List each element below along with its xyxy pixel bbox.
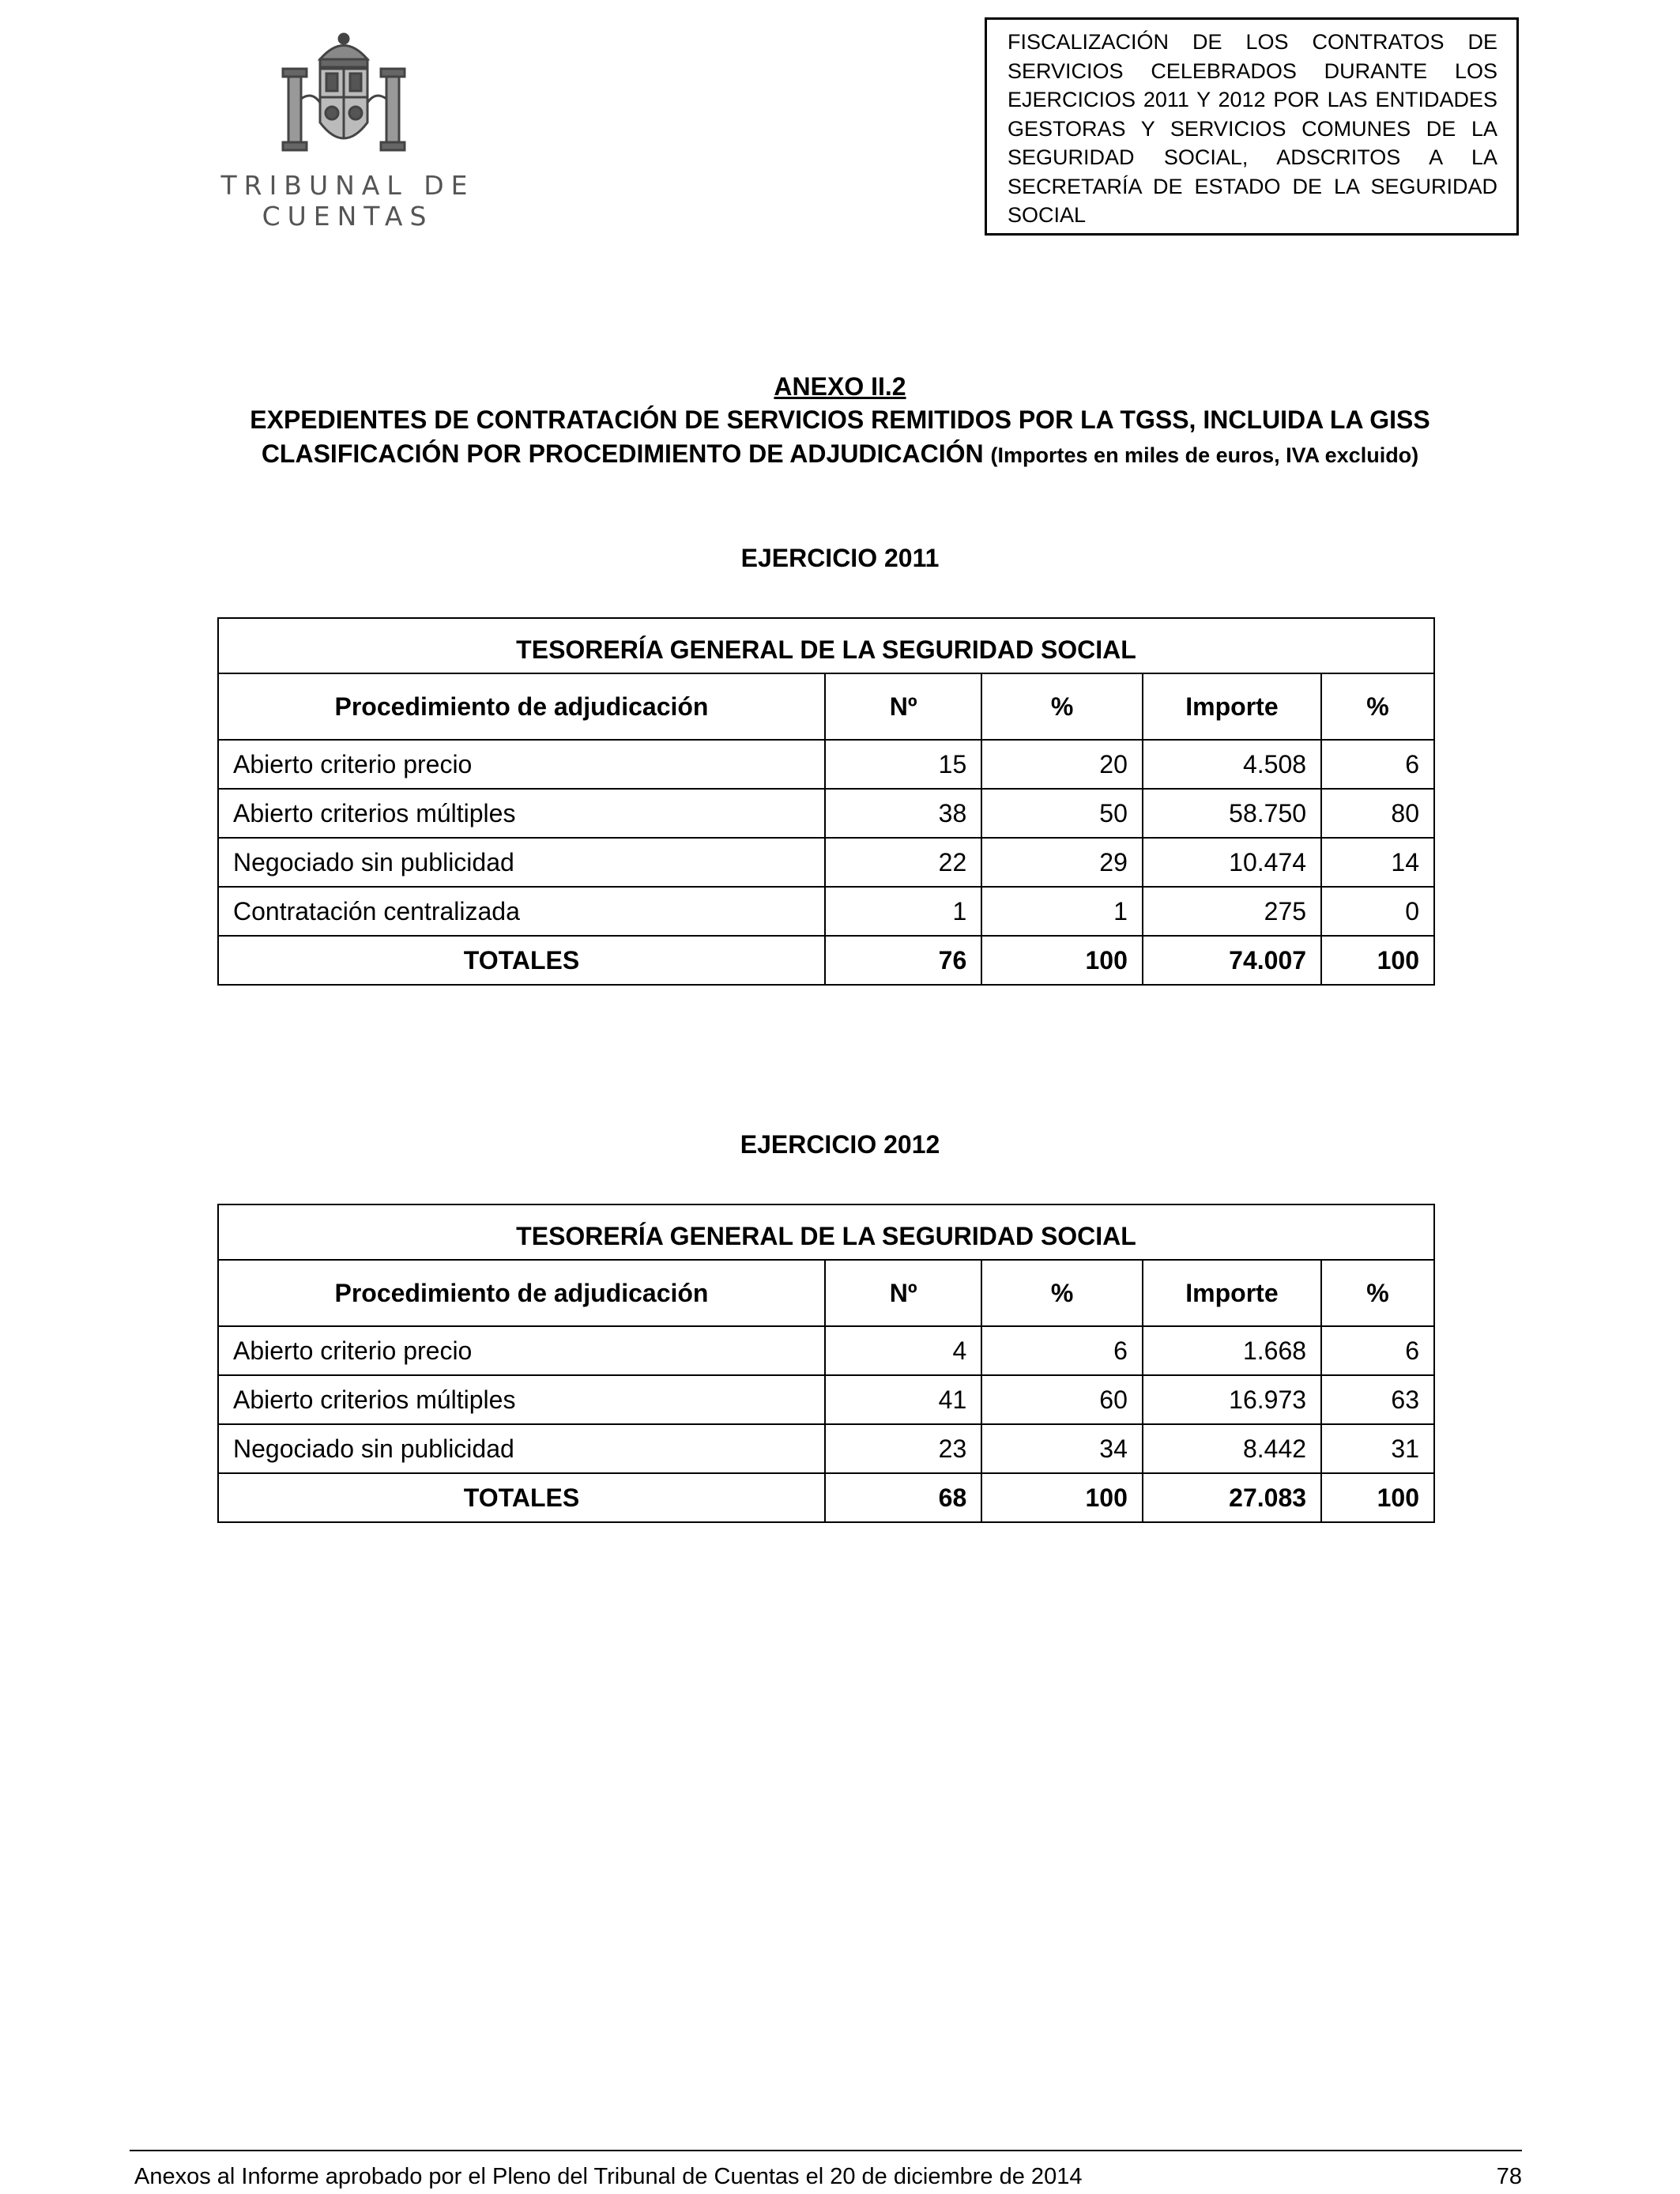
cell-pct2: 63: [1321, 1375, 1434, 1424]
table-2012: [217, 1204, 1435, 1523]
totals-pct2: 100: [1321, 1473, 1434, 1522]
page-number: 78: [1496, 2164, 1522, 2189]
cell-pct: 29: [981, 838, 1143, 887]
cell-amount: 8.442: [1143, 1424, 1321, 1473]
cell-procedure: Abierto criterio precio: [218, 740, 825, 789]
logo-text: TRIBUNAL DE CUENTAS: [220, 170, 475, 232]
entity-row: [218, 618, 1434, 673]
entity-name: TESORERÍA GENERAL DE LA SEGURIDAD SOCIAL: [218, 618, 1434, 673]
cell-pct2: 31: [1321, 1424, 1434, 1473]
column-header-row: [218, 1260, 1434, 1326]
cell-pct: 34: [981, 1424, 1143, 1473]
table-row: [218, 1375, 1434, 1424]
cell-amount: 58.750: [1143, 789, 1321, 838]
annex-title-block: [0, 370, 1680, 473]
report-title-box: FISCALIZACIÓN DE LOS CONTRATOS DE SERVICIOS CELEBRADOS DURANTE LOS EJERCICIOS 2011 Y 2012 POR LAS ENTIDADES GESTORAS Y SERVICIOS COMUNES DE LA SEGURIDAD SOCIAL, ADSCRITOS A LA SECRETARÍA DE ESTADO DE LA SEGURIDAD SOCIAL: [985, 17, 1519, 236]
cell-procedure: Contratación centralizada: [218, 887, 825, 936]
col-number: Nº: [825, 673, 981, 740]
cell-pct2: 14: [1321, 838, 1434, 887]
table-row: [218, 740, 1434, 789]
cell-pct: 50: [981, 789, 1143, 838]
cell-pct2: 6: [1321, 1326, 1434, 1375]
totals-pct2: 100: [1321, 936, 1434, 985]
col-amount: Importe: [1143, 673, 1321, 740]
annex-title-line-1: EXPEDIENTES DE CONTRATACIÓN DE SERVICIOS REMITIDOS POR LA TGSS, INCLUIDA LA GISS: [250, 405, 1430, 434]
cell-pct: 20: [981, 740, 1143, 789]
col-procedure: Procedimiento de adjudicación: [218, 673, 825, 740]
col-pct: %: [981, 1260, 1143, 1326]
col-pct2: %: [1321, 1260, 1434, 1326]
table-row: [218, 789, 1434, 838]
annex-label: ANEXO II.2: [774, 372, 906, 401]
cell-number: 4: [825, 1326, 981, 1375]
cell-procedure: Abierto criterios múltiples: [218, 1375, 825, 1424]
cell-amount: 16.973: [1143, 1375, 1321, 1424]
entity-name: TESORERÍA GENERAL DE LA SEGURIDAD SOCIAL: [218, 1204, 1434, 1260]
table-row: [218, 887, 1434, 936]
totals-row: [218, 936, 1434, 985]
table-row: [218, 1424, 1434, 1473]
column-header-row: [218, 673, 1434, 740]
totals-amount: 27.083: [1143, 1473, 1321, 1522]
footer-divider: [130, 2150, 1522, 2151]
totals-amount: 74.007: [1143, 936, 1321, 985]
cell-number: 22: [825, 838, 981, 887]
cell-pct2: 80: [1321, 789, 1434, 838]
footer-text: Anexos al Informe aprobado por el Pleno del Tribunal de Cuentas el 20 de diciembre de 2014: [134, 2164, 1083, 2189]
totals-row: [218, 1473, 1434, 1522]
col-procedure: Procedimiento de adjudicación: [218, 1260, 825, 1326]
totals-number: 76: [825, 936, 981, 985]
cell-amount: 275: [1143, 887, 1321, 936]
cell-number: 15: [825, 740, 981, 789]
table-row: [218, 838, 1434, 887]
cell-number: 1: [825, 887, 981, 936]
cell-procedure: Negociado sin publicidad: [218, 838, 825, 887]
exercise-2011-heading: EJERCICIO 2011: [740, 544, 940, 572]
cell-amount: 4.508: [1143, 740, 1321, 789]
table-row: [218, 1326, 1434, 1375]
cell-number: 38: [825, 789, 981, 838]
col-amount: Importe: [1143, 1260, 1321, 1326]
annex-title-line-2-main: CLASIFICACIÓN POR PROCEDIMIENTO DE ADJUDICACIÓN: [261, 439, 984, 468]
cell-procedure: Abierto criterio precio: [218, 1326, 825, 1375]
cell-amount: 10.474: [1143, 838, 1321, 887]
entity-row: [218, 1204, 1434, 1260]
annex-title-line-2: [0, 437, 1680, 473]
coat-of-arms-icon: [277, 28, 411, 162]
amounts-note: (Importes en miles de euros, IVA excluido): [990, 443, 1419, 467]
cell-pct: 60: [981, 1375, 1143, 1424]
cell-procedure: Negociado sin publicidad: [218, 1424, 825, 1473]
cell-pct2: 0: [1321, 887, 1434, 936]
cell-number: 23: [825, 1424, 981, 1473]
col-number: Nº: [825, 1260, 981, 1326]
totals-number: 68: [825, 1473, 981, 1522]
col-pct2: %: [1321, 673, 1434, 740]
exercise-2012-heading: EJERCICIO 2012: [740, 1130, 940, 1159]
cell-procedure: Abierto criterios múltiples: [218, 789, 825, 838]
totals-pct: 100: [981, 936, 1143, 985]
totals-label: TOTALES: [218, 936, 825, 985]
cell-pct: 6: [981, 1326, 1143, 1375]
cell-pct2: 6: [1321, 740, 1434, 789]
totals-pct: 100: [981, 1473, 1143, 1522]
cell-number: 41: [825, 1375, 981, 1424]
tribunal-logo: [134, 24, 561, 232]
table-2011: [217, 617, 1435, 986]
totals-label: TOTALES: [218, 1473, 825, 1522]
cell-pct: 1: [981, 887, 1143, 936]
cell-amount: 1.668: [1143, 1326, 1321, 1375]
col-pct: %: [981, 673, 1143, 740]
